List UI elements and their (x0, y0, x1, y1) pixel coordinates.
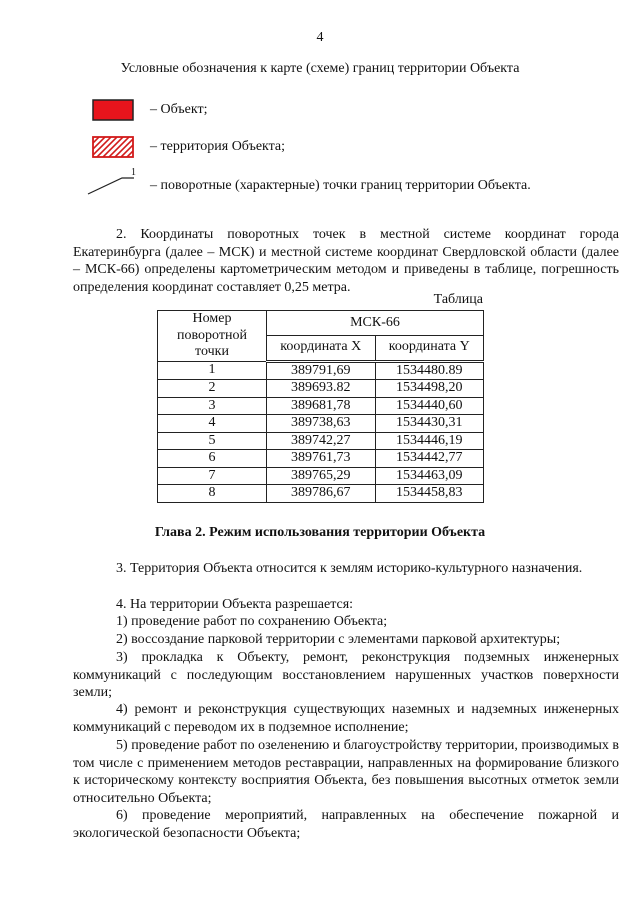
cell-point: 1 (158, 361, 267, 380)
cell-point: 2 (158, 380, 267, 398)
table-row (158, 467, 484, 485)
cell-point: 4 (158, 415, 267, 433)
paragraph-2: 2. Координаты поворотных точек в местной системе координат города Екатеринбурга (далее – МСК) и местной системе координат Свердловской области (далее – МСК-66) определены картометрическим методом и приведены в таблице, погрешность определения координат составляет 0,25 метра. (73, 227, 619, 295)
paragraph-4: 4. На территории Объекта разрешается: (116, 597, 354, 612)
cell-y: 1534463,09 (375, 467, 484, 485)
header-point-number: Номер поворотной точки (158, 311, 267, 362)
legend-item-points (84, 167, 584, 196)
table-row (158, 397, 484, 415)
coordinates-table (157, 310, 484, 503)
cell-y: 1534480.89 (375, 361, 484, 380)
cell-x: 389742,27 (267, 432, 376, 450)
cell-x: 389765,29 (267, 467, 376, 485)
table-row (158, 485, 484, 503)
legend-label-points: – поворотные (характерные) точки границ территории Объекта. (150, 178, 531, 193)
legend-title: Условные обозначения к карте (схеме) границ территории Объекта (120, 61, 520, 76)
table-caption: Таблица (433, 292, 483, 307)
cell-x: 389791,69 (267, 361, 376, 380)
turning-point-line-icon (86, 168, 136, 196)
cell-point: 7 (158, 467, 267, 485)
legend-item-object (84, 99, 584, 125)
cell-y: 1534430,31 (375, 415, 484, 433)
cell-x: 389761,73 (267, 450, 376, 468)
chapter-title: Глава 2. Режим использования территории Объекта (154, 525, 486, 540)
table-row (158, 432, 484, 450)
header-y: координата Y (375, 335, 484, 361)
list-item-6: 6) проведение мероприятий, направленных на обеспечение пожарной и экологической безопасности Объекта; (73, 808, 619, 841)
object-symbol-icon (92, 99, 134, 121)
legend-label-object: – Объект; (150, 102, 208, 117)
header-x: координата X (267, 335, 376, 361)
cell-point: 8 (158, 485, 267, 503)
list-item-3: 3) прокладка к Объекту, ремонт, реконструкция подземных инженерных коммуникаций с последующим восстановлением нарушенных участков поверхности земли; (73, 650, 619, 700)
list-item-1: 1) проведение работ по сохранению Объекта; (116, 614, 388, 629)
cell-y: 1534458,83 (375, 485, 484, 503)
table-row (158, 380, 484, 398)
cell-x: 389693.82 (267, 380, 376, 398)
list-item-5: 5) проведение работ по озеленению и благоустройству территории, производимых в том числе с применением методов реставрации, направленных на формирование близкого к историческому контексту восприятия Объекта, без повышения высотных отметок земли относительно Объекта; (73, 738, 619, 806)
cell-point: 5 (158, 432, 267, 450)
list-item-2: 2) воссоздание парковой территории с элементами парковой архитектуры; (116, 632, 561, 647)
cell-y: 1534498,20 (375, 380, 484, 398)
cell-point: 3 (158, 397, 267, 415)
table-row (158, 450, 484, 468)
list-item-4: 4) ремонт и реконструкция существующих наземных и надземных инженерных коммуникаций с переводом их в подземное исполнение; (73, 702, 619, 735)
turning-point-marker: 1 (131, 167, 136, 178)
legend-item-territory (84, 136, 584, 162)
table-row (158, 361, 484, 380)
legend-label-territory: – территория Объекта; (150, 139, 286, 154)
cell-y: 1534446,19 (375, 432, 484, 450)
cell-x: 389738,63 (267, 415, 376, 433)
cell-x: 389786,67 (267, 485, 376, 503)
table-row (158, 415, 484, 433)
cell-x: 389681,78 (267, 397, 376, 415)
paragraph-3: 3. Территория Объекта относится к землям историко-культурного назначения. (116, 561, 583, 576)
territory-hatch-icon (92, 136, 134, 158)
header-system: МСК-66 (267, 311, 484, 336)
page-number: 4 (316, 30, 324, 45)
cell-y: 1534442,77 (375, 450, 484, 468)
cell-y: 1534440,60 (375, 397, 484, 415)
cell-point: 6 (158, 450, 267, 468)
